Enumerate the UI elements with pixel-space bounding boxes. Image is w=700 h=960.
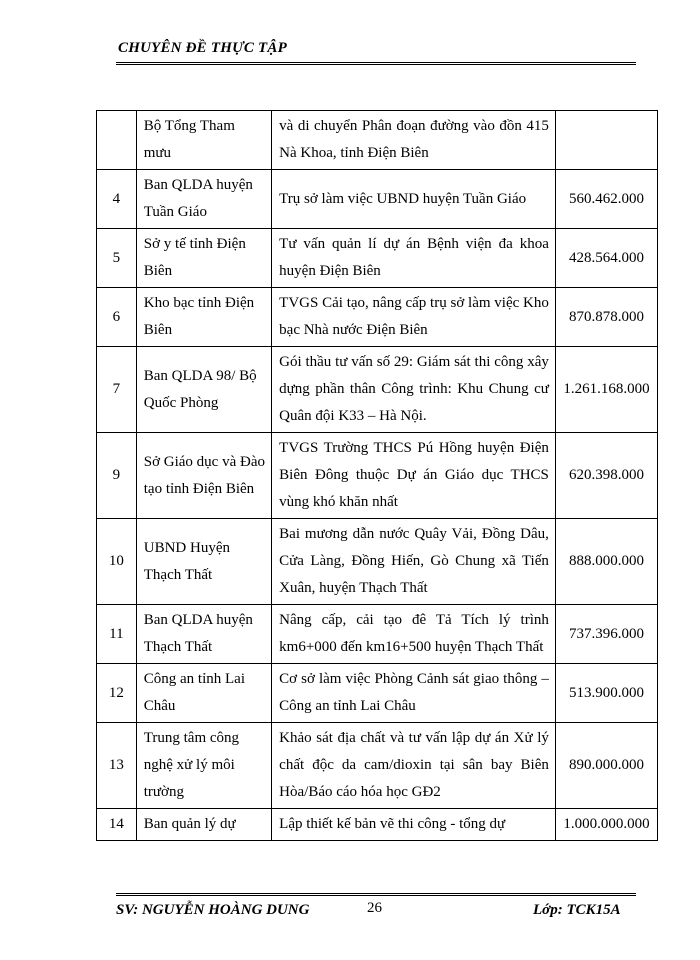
row-value: 560.462.000 xyxy=(555,170,657,229)
row-unit: Ban QLDA huyện Thạch Thất xyxy=(136,605,271,664)
row-value: 513.900.000 xyxy=(555,664,657,723)
row-value: 870.878.000 xyxy=(555,288,657,347)
row-unit: Ban QLDA huyện Tuần Giáo xyxy=(136,170,271,229)
row-number xyxy=(97,111,137,170)
row-number: 4 xyxy=(97,170,137,229)
contracts-table xyxy=(96,110,658,841)
row-value: 737.396.000 xyxy=(555,605,657,664)
table-row xyxy=(97,111,658,170)
row-number: 11 xyxy=(97,605,137,664)
footer-student-name: SV: NGUYỄN HOÀNG DUNG xyxy=(116,902,310,918)
row-content: Lập thiết kế bản vẽ thi công - tổng dự xyxy=(272,809,556,841)
row-content: Trụ sở làm việc UBND huyện Tuần Giáo xyxy=(272,170,556,229)
table-row xyxy=(97,809,658,841)
row-number: 9 xyxy=(97,433,137,519)
footer-rule xyxy=(116,893,636,896)
row-content: TVGS Cải tạo, nâng cấp trụ sở làm việc Kho bạc Nhà nước Điện Biên xyxy=(272,288,556,347)
row-number: 5 xyxy=(97,229,137,288)
contracts-table-body xyxy=(97,111,658,841)
table-row xyxy=(97,347,658,433)
table-row xyxy=(97,229,658,288)
row-value: 428.564.000 xyxy=(555,229,657,288)
table-row xyxy=(97,605,658,664)
row-number: 14 xyxy=(97,809,137,841)
table-row xyxy=(97,664,658,723)
row-unit: Ban quản lý dự xyxy=(136,809,271,841)
row-unit: Công an tỉnh Lai Châu xyxy=(136,664,271,723)
table-row xyxy=(97,723,658,809)
row-number: 12 xyxy=(97,664,137,723)
row-value xyxy=(555,111,657,170)
row-number: 6 xyxy=(97,288,137,347)
row-content: Nâng cấp, cải tạo đê Tả Tích lý trình km6+000 đến km16+500 huyện Thạch Thất xyxy=(272,605,556,664)
row-value: 1.000.000.000 xyxy=(555,809,657,841)
row-value: 890.000.000 xyxy=(555,723,657,809)
row-content: và di chuyển Phân đoạn đường vào đồn 415 Nà Khoa, tỉnh Điện Biên xyxy=(272,111,556,170)
table-row xyxy=(97,288,658,347)
row-unit: Ban QLDA 98/ Bộ Quốc Phòng xyxy=(136,347,271,433)
row-number: 10 xyxy=(97,519,137,605)
row-unit: Sở Giáo dục và Đào tạo tỉnh Điện Biên xyxy=(136,433,271,519)
row-unit: Sở y tế tỉnh Điện Biên xyxy=(136,229,271,288)
table-row xyxy=(97,519,658,605)
row-value: 1.261.168.000 xyxy=(555,347,657,433)
row-unit: UBND Huyện Thạch Thất xyxy=(136,519,271,605)
document-header-title: CHUYÊN ĐỀ THỰC TẬP xyxy=(118,40,287,56)
table-row xyxy=(97,170,658,229)
row-value: 620.398.000 xyxy=(555,433,657,519)
row-number: 13 xyxy=(97,723,137,809)
row-content: TVGS Trường THCS Pú Hồng huyện Điện Biên Đông thuộc Dự án Giáo dục THCS vùng khó khăn nhất xyxy=(272,433,556,519)
row-content: Cơ sở làm việc Phòng Cảnh sát giao thông – Công an tỉnh Lai Châu xyxy=(272,664,556,723)
page-number: 26 xyxy=(367,900,382,916)
table-row xyxy=(97,433,658,519)
row-unit: Bộ Tổng Tham mưu xyxy=(136,111,271,170)
row-unit: Trung tâm công nghệ xử lý môi trường xyxy=(136,723,271,809)
row-content: Tư vấn quản lí dự án Bệnh viện đa khoa huyện Điện Biên xyxy=(272,229,556,288)
row-content: Khảo sát địa chất và tư vấn lập dự án Xử lý chất độc da cam/dioxin tại sân bay Biên Hòa/Báo cáo hóa học GĐ2 xyxy=(272,723,556,809)
row-content: Bai mương dẫn nước Quây Vải, Đồng Dâu, Cửa Làng, Đồng Hiến, Gò Chung xã Tiến Xuân, huyện Thạch Thất xyxy=(272,519,556,605)
row-value: 888.000.000 xyxy=(555,519,657,605)
row-number: 7 xyxy=(97,347,137,433)
row-content: Gói thầu tư vấn số 29: Giám sát thi công xây dựng phần thân Công trình: Khu Chung cư Quân đội K33 – Hà Nội. xyxy=(272,347,556,433)
header-rule xyxy=(116,62,636,65)
row-unit: Kho bạc tỉnh Điện Biên xyxy=(136,288,271,347)
footer-class: Lớp: TCK15A xyxy=(533,902,621,918)
